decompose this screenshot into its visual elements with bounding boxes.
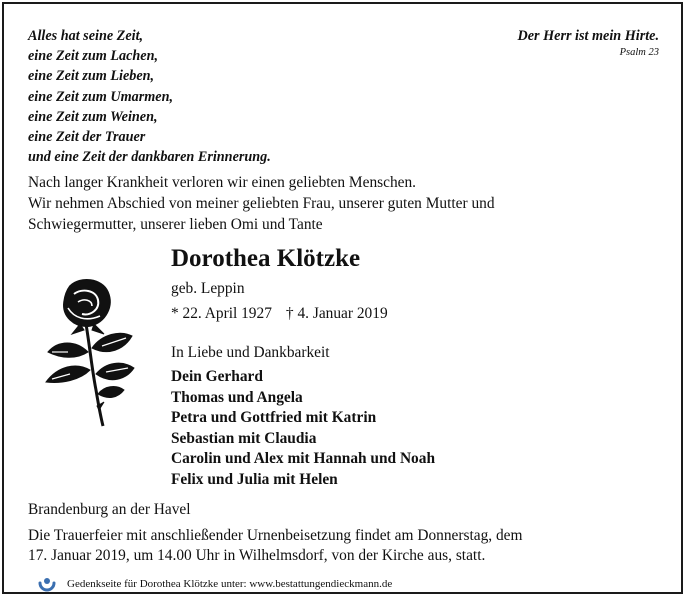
poem — [28, 26, 271, 167]
ceremony-line: 17. Januar 2019, um 14.00 Uhr in Wilhelmsdorf, von der Kirche aus, statt. — [28, 547, 486, 564]
mourner: Thomas und Angela — [171, 388, 303, 406]
verse-reference: Psalm 23 — [619, 47, 659, 58]
birth-name: geb. Leppin — [171, 280, 245, 297]
poem-line: eine Zeit der Trauer — [28, 129, 146, 146]
intro-line: Nach langer Krankheit verloren wir einen geliebten Menschen. — [28, 174, 417, 191]
city: Brandenburg an der Havel — [28, 501, 191, 518]
deceased-name: Dorothea Klötzke — [171, 245, 361, 272]
death-date: † 4. Januar 2019 — [285, 305, 388, 322]
birth-date: * 22. April 1927 — [171, 305, 272, 322]
mourner: Petra und Gottfried mit Katrin — [171, 409, 377, 427]
ceremony-info — [28, 526, 522, 566]
poem-line: Alles hat seine Zeit, — [28, 28, 144, 44]
poem-line: und eine Zeit der dankbaren Erinnerung. — [28, 149, 271, 166]
mourner: Felix und Julia mit Helen — [171, 470, 338, 488]
memorial-page-link[interactable]: Gedenkseite für Dorothea Klötzke unter: www.bestattungendieckmann.de — [67, 578, 393, 590]
intro-line: Schwiegermutter, unserer lieben Omi und Tante — [28, 216, 323, 233]
obituary-frame — [2, 2, 683, 594]
poem-line: eine Zeit zum Lieben, — [28, 68, 155, 85]
intro-text — [28, 172, 495, 235]
mourner: Sebastian mit Claudia — [171, 429, 317, 447]
memorial-logo-icon — [37, 575, 57, 594]
bible-verse — [518, 26, 659, 60]
intro-line: Wir nehmen Abschied von meiner geliebten Frau, unserer guten Mutter und — [28, 195, 495, 212]
rose-icon — [40, 278, 136, 430]
love-line: In Liebe und Dankbarkeit — [171, 344, 330, 361]
mourner: Carolin und Alex mit Hannah und Noah — [171, 450, 436, 468]
life-dates — [171, 304, 388, 324]
mourners-list — [171, 367, 435, 491]
poem-line: eine Zeit zum Weinen, — [28, 108, 158, 125]
verse-text: Der Herr ist mein Hirte. — [517, 28, 659, 44]
mourner: Dein Gerhard — [171, 368, 263, 385]
ceremony-line: Die Trauerfeier mit anschließender Urnenbeisetzung findet am Donnerstag, dem — [28, 527, 523, 544]
poem-line: eine Zeit zum Umarmen, — [28, 88, 174, 105]
poem-line: eine Zeit zum Lachen, — [28, 48, 159, 65]
